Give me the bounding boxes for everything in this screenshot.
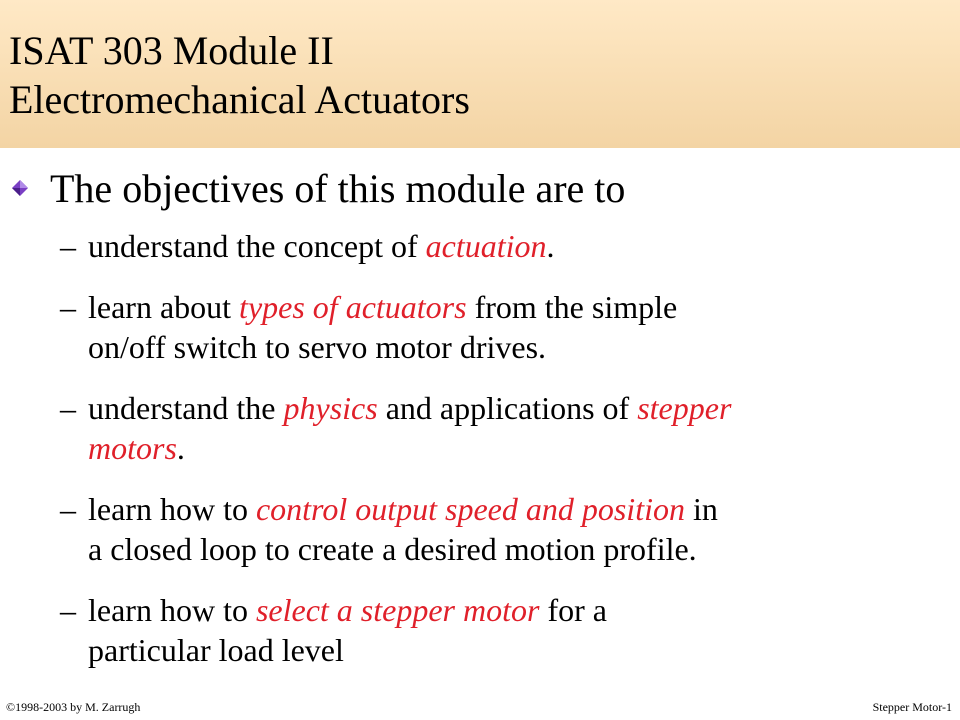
dash-marker: – — [60, 491, 76, 527]
dash-marker: – — [60, 228, 76, 264]
objectives-list — [60, 226, 950, 691]
item-line — [88, 226, 950, 266]
title-line-2: Electromechanical Actuators — [9, 77, 470, 122]
main-bullet — [12, 166, 952, 214]
item-emphasis: physics — [283, 390, 378, 426]
item-text: learn how to — [88, 592, 256, 628]
item-emphasis: motors — [88, 430, 177, 466]
list-item — [60, 590, 950, 670]
item-emphasis: select a stepper motor — [255, 592, 540, 628]
item-text: from the simple — [466, 289, 678, 325]
item-line — [88, 489, 950, 529]
item-line — [88, 287, 950, 327]
item-emphasis: stepper — [637, 390, 732, 426]
item-text: learn how to — [88, 491, 256, 527]
list-item — [60, 226, 950, 266]
dash-marker: – — [60, 390, 76, 426]
item-emphasis: control output speed and position — [255, 491, 685, 527]
title-line-1: ISAT 303 Module II — [9, 28, 334, 73]
item-text: learn about — [88, 289, 240, 325]
item-text: and applications of — [377, 390, 638, 426]
item-line-2: on/off switch to servo motor drives. — [88, 329, 547, 365]
item-line-2 — [88, 428, 950, 468]
item-line — [88, 590, 950, 630]
item-text: . — [176, 430, 185, 466]
item-emphasis: types of actuators — [239, 289, 467, 325]
footer-slide-number: Stepper Motor-1 — [872, 700, 952, 714]
slide-title — [9, 26, 949, 124]
item-emphasis: actuation — [425, 228, 547, 264]
list-item — [60, 489, 950, 569]
item-line — [88, 388, 950, 428]
item-text: in — [684, 491, 718, 527]
item-text: . — [546, 228, 555, 264]
main-bullet-text: The objectives of this module are to — [50, 166, 626, 211]
list-item — [60, 388, 950, 468]
item-text: understand the concept of — [88, 228, 426, 264]
item-text: for a — [539, 592, 607, 628]
item-text: understand the — [88, 390, 284, 426]
item-line-2: particular load level — [88, 632, 344, 668]
diamond-bullet-icon — [12, 180, 28, 196]
item-line-2: a closed loop to create a desired motion profile. — [88, 531, 697, 567]
dash-marker: – — [60, 289, 76, 325]
dash-marker: – — [60, 592, 76, 628]
list-item — [60, 287, 950, 367]
footer-copyright: ©1998-2003 by M. Zarrugh — [6, 700, 141, 714]
